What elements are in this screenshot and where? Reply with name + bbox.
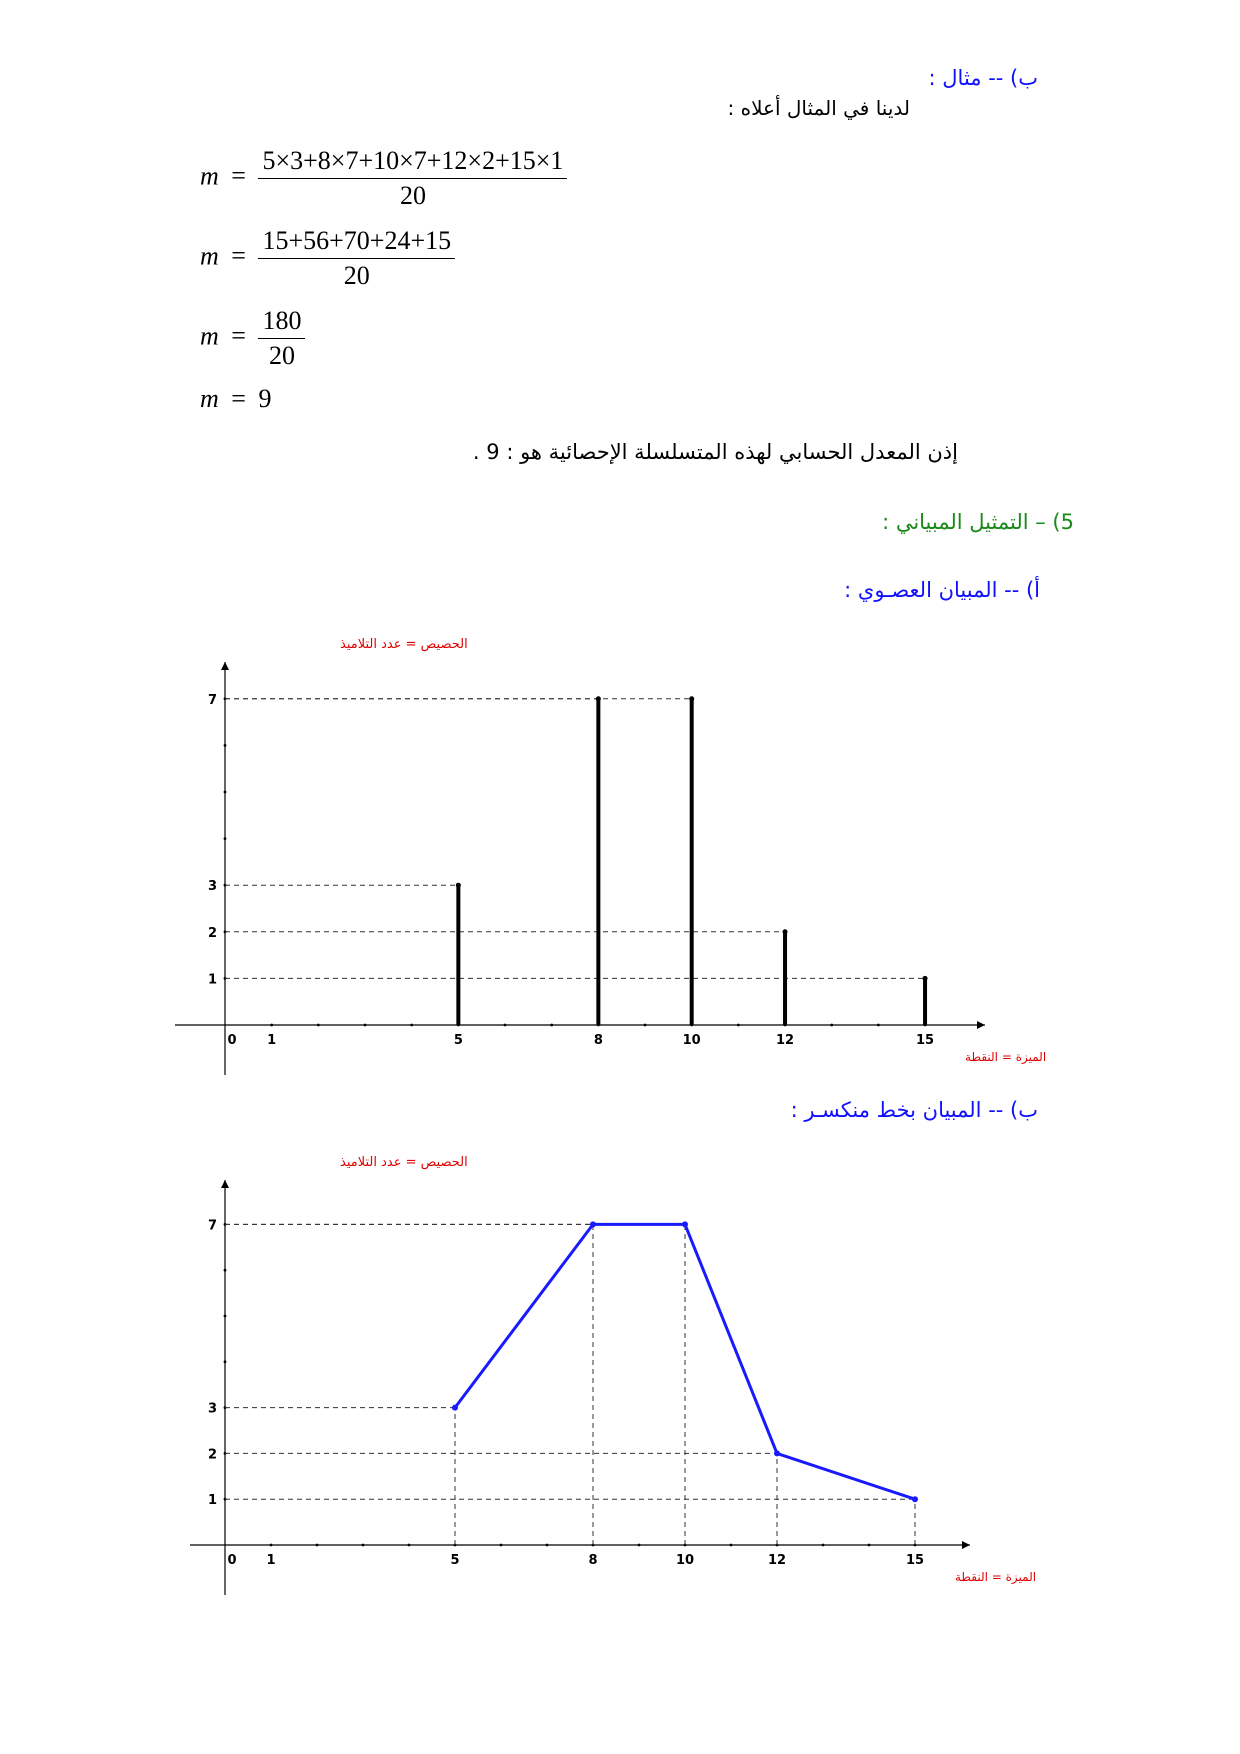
x-tick-label: 0	[227, 1553, 237, 1568]
calc-equals: =	[231, 384, 246, 413]
x-tick-label: 12	[775, 1033, 795, 1048]
x-axis-title: الميزة = النقطة	[965, 1050, 1047, 1064]
y-tick-label: 2	[207, 1447, 217, 1463]
x-tick-label: 1	[266, 1553, 276, 1568]
x-tick-dot	[410, 1024, 413, 1027]
calc-var: m	[200, 384, 219, 413]
bar-top-point	[689, 696, 694, 701]
x-tick-dot	[270, 1024, 273, 1027]
x-tick-dot	[317, 1024, 320, 1027]
y-axis-title: الحصيص = عدد التلاميذ	[340, 637, 468, 652]
x-tick-label: 0	[227, 1033, 237, 1048]
y-tick-dot	[224, 837, 227, 840]
x-axis-arrow	[977, 1021, 985, 1029]
section-b-heading: ب) -- مثال :	[928, 66, 1038, 90]
y-tick-dot	[224, 791, 227, 794]
y-tick-label: 3	[207, 1401, 217, 1417]
bar-top-point	[783, 929, 788, 934]
calc-var: m	[200, 241, 219, 271]
calc-result: 9	[258, 384, 272, 413]
x-tick-label: 15	[905, 1553, 925, 1568]
calc-var: m	[200, 321, 219, 351]
calc-equals: =	[231, 241, 246, 271]
conclusion-text: إذن المعدل الحسابي لهذه المتسلسلة الإحصائية هو : 9 .	[472, 440, 958, 464]
x-tick-dot	[737, 1024, 740, 1027]
x-tick-dot	[644, 1024, 647, 1027]
bar-top-point	[456, 883, 461, 888]
calc-fraction-3-num: 180	[258, 306, 305, 339]
x-tick-label: 1	[267, 1033, 277, 1048]
y-axis-arrow	[221, 662, 229, 670]
x-tick-label: 15	[916, 1033, 935, 1048]
section-5-heading: 5) – التمثيل المبياني :	[882, 510, 1074, 534]
y-axis-title: الحصيص = عدد التلاميذ	[340, 1155, 468, 1170]
calc-var: m	[200, 161, 219, 191]
x-tick-dot	[550, 1024, 553, 1027]
x-tick-label: 5	[450, 1553, 460, 1568]
x-tick-dot	[504, 1024, 507, 1027]
chart1-heading: أ) -- المبيان العصـوي :	[844, 578, 1040, 602]
calc-fraction-1-num: 5×3+8×7+10×7+12×2+15×1	[258, 146, 567, 179]
y-tick-dot	[224, 744, 227, 747]
bar-top-point	[596, 696, 601, 701]
x-tick-dot	[877, 1024, 880, 1027]
calc-fraction-1-den: 20	[399, 181, 426, 210]
x-tick-dot	[364, 1024, 367, 1027]
y-tick-label: 3	[207, 879, 217, 895]
x-tick-label: 8	[588, 1553, 598, 1568]
y-tick-label: 1	[207, 972, 217, 988]
calc-fraction-2-den: 20	[343, 261, 370, 290]
calc-equals: =	[231, 321, 246, 351]
x-tick-label: 12	[767, 1553, 787, 1568]
y-tick-label: 7	[207, 1218, 217, 1234]
x-tick-label: 10	[675, 1553, 695, 1568]
bar-top-point	[923, 976, 928, 981]
y-tick-label: 2	[207, 925, 217, 941]
y-tick-label: 7	[207, 692, 217, 708]
calc-equals: =	[231, 161, 246, 191]
chart2-heading: ب) -- المبيان بخط منكسـر :	[790, 1098, 1038, 1122]
x-axis-title: الميزة = النقطة	[955, 1570, 1037, 1584]
x-tick-label: 10	[682, 1033, 701, 1048]
x-tick-dot	[830, 1024, 833, 1027]
calc-fraction-2-num: 15+56+70+24+15	[258, 226, 455, 259]
section-b-intro: لدينا في المثال أعلاه :	[727, 96, 910, 120]
y-tick-label: 1	[207, 1493, 217, 1509]
x-tick-label: 8	[593, 1033, 603, 1048]
calc-fraction-3-den: 20	[268, 341, 295, 370]
x-tick-label: 5	[453, 1033, 463, 1048]
